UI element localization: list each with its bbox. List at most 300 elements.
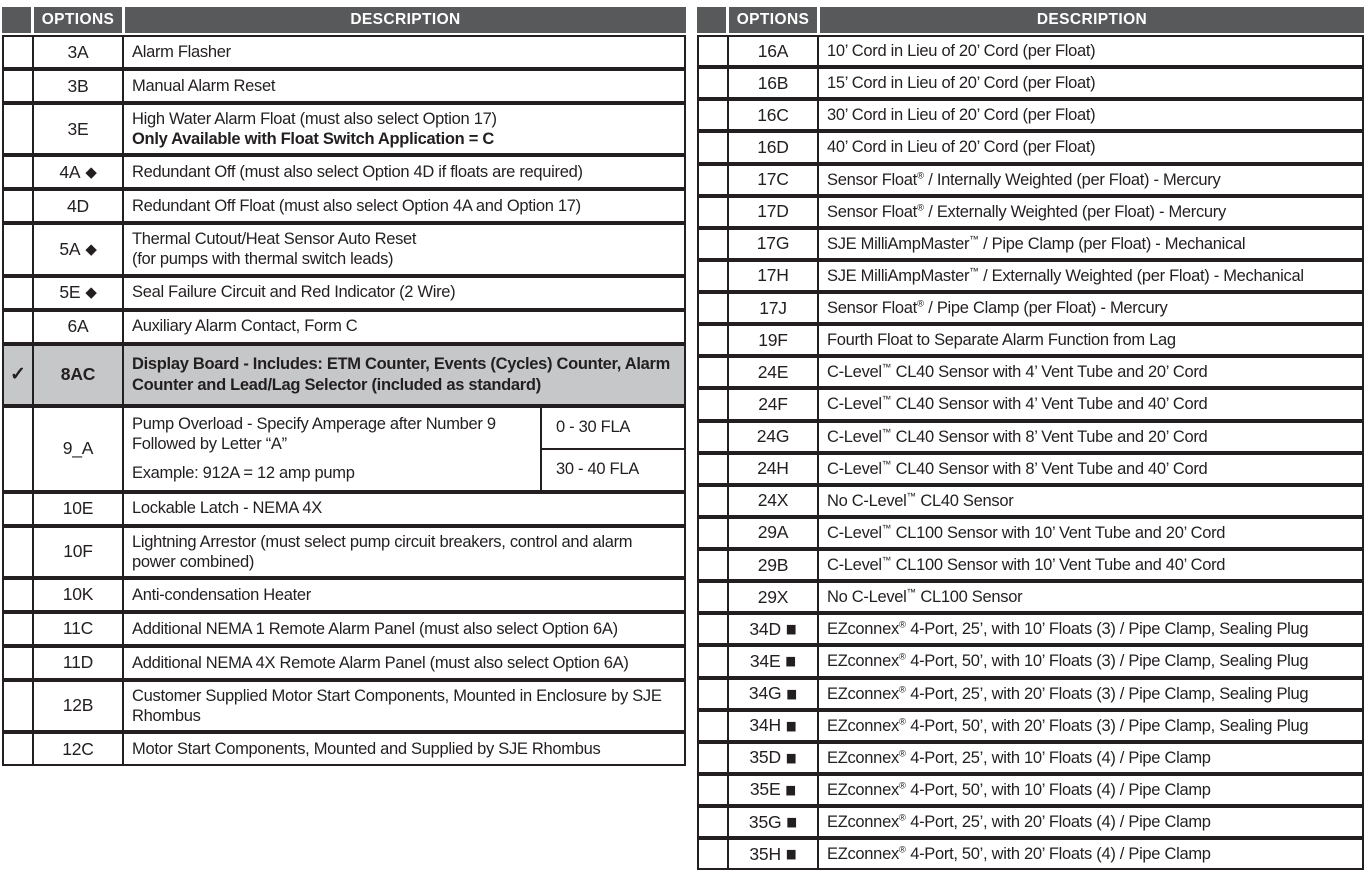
option-code: 34D [749, 618, 781, 639]
diamond-icon: ◆ [85, 240, 97, 258]
description-cell [124, 312, 684, 342]
description-cell [819, 358, 1362, 386]
description-line: C-Level™ CL40 Sensor with 8’ Vent Tube and 20’ Cord [827, 427, 1208, 446]
row-check-cell [699, 294, 729, 322]
option-code-cell [34, 278, 124, 308]
description-line: 10’ Cord in Lieu of 20’ Cord (per Float) [827, 42, 1096, 60]
table-header-left [2, 7, 686, 33]
option-code-cell [729, 230, 819, 258]
description-cell [819, 326, 1362, 354]
description-text [124, 494, 684, 524]
description-line: EZconnex® 4-Port, 50’, with 20’ Floats (3) / Pipe Clamp, Sealing Plug [827, 716, 1309, 735]
square-icon: ■ [785, 618, 797, 641]
trademark-symbol: ™ [969, 234, 979, 246]
description-line: (for pumps with thermal switch leads) [132, 250, 394, 269]
description-cell [819, 455, 1362, 483]
table-row-12b [2, 680, 686, 732]
table-row-16b [697, 67, 1364, 99]
description-cell [124, 580, 684, 610]
trademark-symbol: ™ [906, 587, 917, 599]
table-row-17c [697, 164, 1364, 196]
description-cell [819, 519, 1362, 547]
description-line: Customer Supplied Motor Start Components, Mounted in Enclosure by SJE Rhombus [132, 686, 662, 725]
description-line: Auxiliary Alarm Contact, Form C [132, 317, 358, 336]
description-line: C-Level™ CL40 Sensor with 4’ Vent Tube and 40’ Cord [827, 394, 1208, 414]
row-check-cell [699, 69, 729, 97]
option-code-cell [34, 191, 124, 221]
row-check-cell [699, 230, 729, 258]
option-code: 8AC [60, 364, 96, 384]
row-check-cell [699, 519, 729, 547]
description-cell [819, 808, 1362, 836]
trademark-symbol: ™ [881, 523, 892, 535]
description-cell [819, 647, 1362, 675]
header-check-cell [697, 7, 726, 33]
description-line: Sensor Float® / Pipe Clamp (per Float) - Mercury [827, 298, 1168, 317]
fla-range-cell: 30 - 40 FLA [542, 448, 684, 490]
description-cell [124, 71, 684, 101]
row-check-cell [699, 551, 729, 579]
checkmark-icon: ✓ [10, 364, 26, 385]
option-code-cell [34, 494, 124, 524]
description-text [124, 734, 684, 764]
table-row-35g [697, 806, 1364, 838]
fla-range-cell: 0 - 30 FLA [556, 418, 631, 436]
row-check-cell [699, 647, 729, 675]
option-code-cell [729, 615, 819, 643]
row-check-cell [4, 225, 34, 273]
description-text [819, 583, 1362, 611]
registered-trademark-symbol: ® [898, 780, 906, 792]
description-line: Manual Alarm Reset [132, 76, 276, 95]
table-row-17h [697, 260, 1364, 292]
option-code-cell [729, 294, 819, 322]
table-row-35e [697, 774, 1364, 806]
option-code-cell [729, 776, 819, 804]
description-line: Display Board - Includes: ETM Counter, Events (Cycles) Counter, Alarm Counter and Lead/Lag Selector (included as standard) [132, 355, 670, 394]
table-row-3e [2, 103, 686, 155]
square-icon: ■ [785, 650, 797, 673]
description-line: Pump Overload - Specify Amperage after Number 9 Followed by Letter “A” [132, 414, 496, 453]
description-cell [819, 423, 1362, 451]
option-code: 9_A [62, 438, 94, 458]
table-row-10k [2, 578, 686, 612]
description-cell [124, 225, 684, 273]
description-line: Redundant Off Float (must also select Option 4A and Option 17) [132, 197, 581, 216]
row-check-cell [4, 494, 34, 524]
option-code: 17D [757, 201, 789, 222]
option-code: 5A [59, 238, 81, 259]
description-text [124, 648, 684, 678]
description-text [819, 326, 1362, 354]
option-code: 6A [67, 316, 89, 336]
description-text [124, 528, 684, 576]
option-code: 3B [67, 75, 89, 96]
description-text [819, 294, 1362, 322]
table-row-5e [2, 276, 686, 310]
table-row-4a [2, 155, 686, 189]
description-cell [819, 744, 1362, 772]
row-check-cell [699, 744, 729, 772]
diamond-icon: ◆ [85, 284, 97, 301]
row-check-cell [4, 682, 34, 730]
description-line: SJE MilliAmpMaster™ / Externally Weighted (per Float) - Mechanical [827, 266, 1304, 285]
option-code: 3A [67, 41, 89, 62]
description-line: Only Available with Float Switch Application = C [132, 130, 494, 149]
table-row-16c [697, 99, 1364, 131]
description-text [124, 580, 684, 610]
table-row-17g [697, 228, 1364, 260]
description-text [819, 744, 1362, 772]
row-check-cell [699, 680, 729, 708]
description-text [819, 101, 1362, 129]
row-check-cell [4, 614, 34, 644]
option-code-cell [729, 423, 819, 451]
option-code-cell [729, 262, 819, 290]
row-check-cell [4, 528, 34, 576]
option-code-cell [34, 37, 124, 67]
table-row-12c [2, 732, 686, 766]
table-row-24g [697, 421, 1364, 453]
description-text [819, 808, 1362, 836]
table-row-3b [2, 69, 686, 103]
description-line: EZconnex® 4-Port, 50’, with 10’ Floats (3) / Pipe Clamp, Sealing Plug [827, 651, 1309, 671]
square-icon: ■ [785, 843, 797, 866]
table-row-4d [2, 189, 686, 223]
description-line: C-Level™ CL40 Sensor with 4’ Vent Tube and 20’ Cord [827, 362, 1208, 382]
option-code: 3E [67, 118, 89, 139]
description-cell [124, 494, 684, 524]
header-description-label: DESCRIPTION [125, 7, 686, 33]
registered-trademark-symbol: ® [916, 170, 924, 181]
table-header-right [697, 7, 1364, 33]
trademark-symbol: ™ [881, 362, 892, 374]
description-text [819, 262, 1362, 290]
option-code: 34H [749, 715, 781, 736]
option-code-cell [34, 648, 124, 678]
description-text [819, 712, 1362, 740]
option-code: 17J [759, 297, 787, 318]
row-check-cell [699, 712, 729, 740]
option-code-cell [34, 312, 124, 342]
trademark-symbol: ™ [906, 491, 917, 503]
description-text [819, 358, 1362, 386]
registered-trademark-symbol: ® [898, 844, 906, 856]
option-code-cell [729, 455, 819, 483]
option-code-cell [729, 551, 819, 579]
description-cell [124, 528, 684, 576]
description-cell [819, 776, 1362, 804]
trademark-symbol: ™ [881, 555, 892, 567]
description-text [124, 346, 684, 404]
option-code: 24X [757, 490, 789, 511]
row-check-cell [4, 37, 34, 67]
description-cell [124, 734, 684, 764]
table-row-24e [697, 356, 1364, 388]
description-cell [124, 614, 684, 644]
option-code-cell [34, 408, 124, 490]
description-line: Additional NEMA 1 Remote Alarm Panel (must also select Option 6A) [132, 619, 618, 638]
description-text [124, 278, 684, 308]
row-check-cell [699, 776, 729, 804]
description-line: Lightning Arrestor (must select pump circuit breakers, control and alarm power combined) [132, 532, 633, 571]
option-code: 35D [749, 747, 781, 768]
table-row-24h [697, 453, 1364, 485]
option-code: 10K [62, 584, 94, 605]
table-row-35h [697, 838, 1364, 870]
option-code-cell [729, 69, 819, 97]
row-check-cell [4, 648, 34, 678]
header-options-label: OPTIONS [729, 7, 817, 33]
description-text [819, 776, 1362, 804]
table-row-34e [697, 645, 1364, 677]
option-code: 16A [757, 40, 789, 61]
trademark-symbol: ™ [881, 459, 892, 471]
table-row-6a [2, 310, 686, 344]
description-text [124, 37, 684, 67]
description-cell [124, 191, 684, 221]
option-code-cell [729, 166, 819, 194]
option-code-cell [729, 808, 819, 836]
option-code-cell [729, 198, 819, 226]
table-row-29x [697, 581, 1364, 613]
option-code: 12C [62, 738, 94, 759]
row-check-cell [699, 840, 729, 868]
option-code-cell [729, 680, 819, 708]
description-cell [819, 583, 1362, 611]
description-cell [124, 105, 684, 153]
description-text [819, 551, 1362, 579]
row-check-cell [4, 105, 34, 153]
table-row-17d [697, 196, 1364, 228]
option-code: 17H [757, 265, 789, 286]
table-row-17j [697, 292, 1364, 324]
table-row-34d [697, 613, 1364, 645]
option-code-cell [729, 840, 819, 868]
description-text [124, 408, 540, 490]
option-code-cell [729, 390, 819, 418]
trademark-symbol: ™ [969, 266, 979, 278]
description-line: C-Level™ CL100 Sensor with 10’ Vent Tube and 40’ Cord [827, 555, 1226, 574]
row-check-cell [4, 312, 34, 342]
description-cell [124, 346, 684, 404]
description-cell [819, 840, 1362, 868]
row-check-cell [699, 808, 729, 836]
row-check-cell [699, 37, 729, 65]
option-code-cell [729, 712, 819, 740]
row-check-cell [4, 408, 34, 490]
row-check-cell [699, 358, 729, 386]
row-check-cell [699, 133, 729, 161]
description-cell [124, 278, 684, 308]
description-text [124, 682, 684, 730]
option-code-cell [729, 358, 819, 386]
description-line: Additional NEMA 4X Remote Alarm Panel (must also select Option 6A) [132, 653, 629, 672]
description-text [124, 191, 684, 221]
fla-range-column [540, 408, 684, 490]
table-row-9_a [2, 406, 686, 492]
option-code-cell [34, 346, 124, 404]
table-row-24f [697, 388, 1364, 420]
option-code: 24G [756, 426, 790, 447]
table-body-right [697, 35, 1364, 870]
option-code: 10F [63, 541, 93, 562]
header-check-cell [2, 7, 31, 33]
table-row-16a [697, 35, 1364, 67]
option-code: 16C [757, 104, 789, 125]
option-code-cell [729, 744, 819, 772]
description-cell [819, 166, 1362, 194]
description-cell [819, 712, 1362, 740]
option-code: 11D [62, 652, 94, 673]
description-text [819, 133, 1362, 161]
description-text [819, 423, 1362, 451]
description-text [124, 312, 684, 342]
description-text [819, 166, 1362, 194]
option-code: 11C [62, 618, 94, 639]
row-check-cell [699, 326, 729, 354]
table-row-11c [2, 612, 686, 646]
registered-trademark-symbol: ® [898, 651, 906, 663]
option-code: 19F [758, 329, 788, 350]
description-cell [819, 680, 1362, 708]
description-cell [819, 69, 1362, 97]
description-line: EZconnex® 4-Port, 25’, with 20’ Floats (3) / Pipe Clamp, Sealing Plug [827, 684, 1309, 703]
option-code-cell [729, 37, 819, 65]
description-cell [124, 157, 684, 187]
option-code-cell [34, 580, 124, 610]
table-row-34h [697, 710, 1364, 742]
table-row-29a [697, 517, 1364, 549]
option-code: 16B [757, 72, 789, 93]
option-code: 34E [749, 650, 781, 671]
table-row-8ac [2, 344, 686, 406]
description-line: 15’ Cord in Lieu of 20’ Cord (per Float) [827, 74, 1096, 93]
option-code-cell [34, 734, 124, 764]
option-code: 29B [757, 554, 789, 575]
description-line: Thermal Cutout/Heat Sensor Auto Reset [132, 230, 417, 249]
table-row-24x [697, 485, 1364, 517]
option-code: 35H [749, 843, 781, 864]
description-text [819, 69, 1362, 97]
option-code: 17C [757, 169, 789, 190]
row-check-cell [699, 423, 729, 451]
option-code-cell [34, 225, 124, 273]
table-row-5a [2, 223, 686, 275]
square-icon: ■ [785, 714, 797, 737]
description-line: Seal Failure Circuit and Red Indicator (2 Wire) [132, 283, 456, 302]
square-icon: ■ [786, 811, 798, 834]
row-check-cell [699, 166, 729, 194]
table-row-16d [697, 131, 1364, 163]
description-text [819, 647, 1362, 675]
option-code-cell [729, 519, 819, 547]
option-code: 17G [756, 233, 790, 254]
table-row-29b [697, 549, 1364, 581]
header-options-label: OPTIONS [34, 7, 122, 33]
description-line: No C-Level™ CL40 Sensor [827, 491, 1014, 510]
option-code: 29X [757, 586, 789, 607]
description-cell [819, 262, 1362, 290]
description-line: Lockable Latch - NEMA 4X [132, 499, 322, 518]
option-code-cell [34, 105, 124, 153]
description-text [819, 37, 1362, 65]
option-code: 5E [59, 282, 81, 302]
option-code: 35G [748, 811, 782, 832]
description-line: 40’ Cord in Lieu of 20’ Cord (per Float) [827, 138, 1096, 157]
description-cell [819, 487, 1362, 515]
description-text [819, 840, 1362, 868]
description-cell [124, 682, 684, 730]
description-text [819, 615, 1362, 643]
row-check-cell [699, 198, 729, 226]
row-check-cell [699, 390, 729, 418]
description-text [124, 105, 684, 153]
option-code-cell [729, 583, 819, 611]
description-line: EZconnex® 4-Port, 25’, with 20’ Floats (4) / Pipe Clamp [827, 812, 1211, 831]
description-text [124, 71, 684, 101]
square-icon: ■ [786, 682, 798, 705]
row-check-cell [699, 615, 729, 643]
description-line: No C-Level™ CL100 Sensor [827, 587, 1023, 607]
row-check-cell [699, 455, 729, 483]
row-check-cell [4, 71, 34, 101]
description-line: EZconnex® 4-Port, 25’, with 10’ Floats (4) / Pipe Clamp [827, 748, 1211, 767]
description-line: Sensor Float® / Internally Weighted (per Float) - Mercury [827, 170, 1221, 189]
table-row-19f [697, 324, 1364, 356]
description-cell [819, 294, 1362, 322]
description-cell [819, 37, 1362, 65]
option-code: 29A [757, 522, 789, 543]
table-row-11d [2, 646, 686, 680]
description-line: C-Level™ CL40 Sensor with 8’ Vent Tube and 40’ Cord [827, 459, 1208, 478]
registered-trademark-symbol: ® [898, 812, 906, 824]
row-check-cell [699, 487, 729, 515]
description-line: EZconnex® 4-Port, 50’, with 10’ Floats (4) / Pipe Clamp [827, 780, 1211, 799]
option-code: 4D [67, 195, 89, 216]
description-text [819, 390, 1362, 418]
description-cell [124, 648, 684, 678]
table-body-left [2, 35, 686, 766]
description-text [819, 455, 1362, 483]
option-code: 24F [758, 393, 788, 414]
option-code: 24H [757, 458, 789, 479]
description-text [819, 198, 1362, 226]
option-code-cell [729, 101, 819, 129]
description-line: EZconnex® 4-Port, 50’, with 20’ Floats (4) / Pipe Clamp [827, 844, 1211, 864]
description-line: Sensor Float® / Externally Weighted (per Float) - Mercury [827, 202, 1226, 221]
description-text [819, 680, 1362, 708]
trademark-symbol: ™ [881, 394, 892, 406]
registered-trademark-symbol: ® [916, 298, 924, 310]
option-code: 4A [59, 161, 81, 182]
row-check-cell [4, 580, 34, 610]
option-code: 12B [62, 695, 94, 716]
row-check-cell [4, 191, 34, 221]
description-cell [819, 615, 1362, 643]
table-row-10f [2, 526, 686, 578]
row-check-cell [4, 157, 34, 187]
option-code-cell [729, 487, 819, 515]
row-check-cell [699, 583, 729, 611]
registered-trademark-symbol: ® [898, 748, 906, 760]
table-row-10e [2, 492, 686, 526]
description-line: Example: 912A = 12 amp pump [132, 464, 355, 483]
row-check-cell [4, 278, 34, 308]
description-line: Anti-condensation Heater [132, 585, 311, 604]
description-text [124, 157, 684, 187]
options-table-right [697, 7, 1364, 870]
